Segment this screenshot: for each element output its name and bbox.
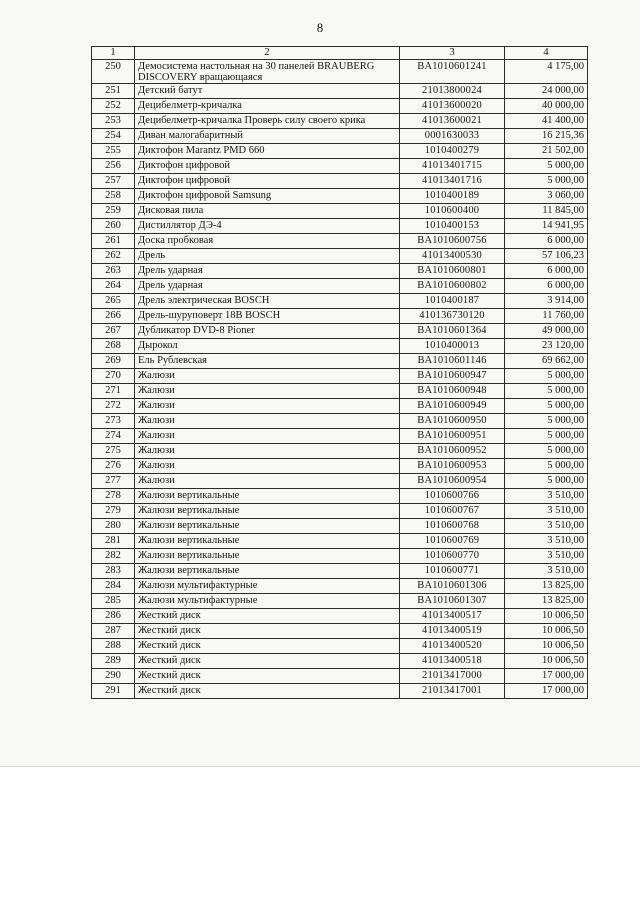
row-number: 291 bbox=[92, 684, 135, 699]
row-number: 260 bbox=[92, 219, 135, 234]
row-number: 286 bbox=[92, 609, 135, 624]
table-row bbox=[92, 489, 588, 504]
row-value: 17 000,00 bbox=[505, 669, 588, 684]
row-item-name: Жалюзи bbox=[135, 444, 400, 459]
row-value: 5 000,00 bbox=[505, 159, 588, 174]
row-inventory-code: 41013400519 bbox=[400, 624, 505, 639]
table-row bbox=[92, 189, 588, 204]
row-inventory-code: 21013800024 bbox=[400, 84, 505, 99]
row-inventory-code: 1010400189 bbox=[400, 189, 505, 204]
table-row bbox=[92, 339, 588, 354]
row-inventory-code: 1010600769 bbox=[400, 534, 505, 549]
row-number: 282 bbox=[92, 549, 135, 564]
inventory-table bbox=[91, 46, 588, 699]
row-item-name: Дисковая пила bbox=[135, 204, 400, 219]
row-item-name: Дубликатор DVD-8 Pioner bbox=[135, 324, 400, 339]
row-value: 17 000,00 bbox=[505, 684, 588, 699]
row-item-name: Дистиллятор ДЭ-4 bbox=[135, 219, 400, 234]
row-inventory-code: BA1010600802 bbox=[400, 279, 505, 294]
row-item-name: Демосистема настольная на 30 панелей BRAUBERG DISCOVERY вращающаяся bbox=[135, 60, 400, 84]
row-inventory-code: BA1010601364 bbox=[400, 324, 505, 339]
row-value: 3 510,00 bbox=[505, 534, 588, 549]
row-inventory-code: 41013400517 bbox=[400, 609, 505, 624]
table-row bbox=[92, 504, 588, 519]
table-row bbox=[92, 579, 588, 594]
table-row bbox=[92, 654, 588, 669]
row-value: 3 060,00 bbox=[505, 189, 588, 204]
table-row bbox=[92, 459, 588, 474]
row-value: 5 000,00 bbox=[505, 399, 588, 414]
table-row bbox=[92, 444, 588, 459]
row-value: 3 510,00 bbox=[505, 504, 588, 519]
row-inventory-code: 41013400530 bbox=[400, 249, 505, 264]
table-row bbox=[92, 429, 588, 444]
row-item-name: Дрель ударная bbox=[135, 279, 400, 294]
table-row bbox=[92, 564, 588, 579]
table-row bbox=[92, 60, 588, 84]
table-row bbox=[92, 324, 588, 339]
row-number: 266 bbox=[92, 309, 135, 324]
table-row bbox=[92, 234, 588, 249]
row-item-name: Дрель ударная bbox=[135, 264, 400, 279]
row-inventory-code: 41013600020 bbox=[400, 99, 505, 114]
row-number: 265 bbox=[92, 294, 135, 309]
row-number: 252 bbox=[92, 99, 135, 114]
row-number: 276 bbox=[92, 459, 135, 474]
row-value: 3 510,00 bbox=[505, 549, 588, 564]
table-row bbox=[92, 129, 588, 144]
row-item-name: Жалюзи вертикальные bbox=[135, 549, 400, 564]
row-number: 278 bbox=[92, 489, 135, 504]
row-inventory-code: 0001630033 bbox=[400, 129, 505, 144]
row-inventory-code: 41013600021 bbox=[400, 114, 505, 129]
row-item-name: Доска пробковая bbox=[135, 234, 400, 249]
row-number: 277 bbox=[92, 474, 135, 489]
row-item-name: Диктофон цифровой Samsung bbox=[135, 189, 400, 204]
row-value: 10 006,50 bbox=[505, 654, 588, 669]
row-number: 274 bbox=[92, 429, 135, 444]
row-inventory-code: 1010600771 bbox=[400, 564, 505, 579]
row-value: 23 120,00 bbox=[505, 339, 588, 354]
table-row bbox=[92, 99, 588, 114]
row-value: 3 510,00 bbox=[505, 519, 588, 534]
row-value: 5 000,00 bbox=[505, 474, 588, 489]
row-inventory-code: 41013401715 bbox=[400, 159, 505, 174]
row-item-name: Жалюзи bbox=[135, 459, 400, 474]
row-item-name: Жесткий диск bbox=[135, 669, 400, 684]
row-value: 6 000,00 bbox=[505, 264, 588, 279]
column-header-sum: 4 bbox=[505, 47, 588, 60]
column-header-number: 1 bbox=[92, 47, 135, 60]
table-row bbox=[92, 549, 588, 564]
table-row bbox=[92, 249, 588, 264]
row-number: 259 bbox=[92, 204, 135, 219]
row-inventory-code: 1010400013 bbox=[400, 339, 505, 354]
row-number: 290 bbox=[92, 669, 135, 684]
row-number: 258 bbox=[92, 189, 135, 204]
row-item-name: Жесткий диск bbox=[135, 639, 400, 654]
table-row bbox=[92, 174, 588, 189]
row-item-name: Жалюзи bbox=[135, 414, 400, 429]
row-value: 5 000,00 bbox=[505, 174, 588, 189]
row-value: 4 175,00 bbox=[505, 60, 588, 84]
row-item-name: Жесткий диск bbox=[135, 624, 400, 639]
row-item-name: Детский батут bbox=[135, 84, 400, 99]
row-inventory-code: 1010600400 bbox=[400, 204, 505, 219]
row-number: 256 bbox=[92, 159, 135, 174]
row-value: 57 106,23 bbox=[505, 249, 588, 264]
row-item-name: Жалюзи bbox=[135, 399, 400, 414]
table-row bbox=[92, 159, 588, 174]
row-number: 270 bbox=[92, 369, 135, 384]
table-row bbox=[92, 519, 588, 534]
row-value: 13 825,00 bbox=[505, 579, 588, 594]
row-inventory-code: BA1010600756 bbox=[400, 234, 505, 249]
row-number: 269 bbox=[92, 354, 135, 369]
row-number: 288 bbox=[92, 639, 135, 654]
row-value: 16 215,36 bbox=[505, 129, 588, 144]
column-header-code: 3 bbox=[400, 47, 505, 60]
row-number: 262 bbox=[92, 249, 135, 264]
row-number: 285 bbox=[92, 594, 135, 609]
row-number: 275 bbox=[92, 444, 135, 459]
row-item-name: Жалюзи вертикальные bbox=[135, 489, 400, 504]
row-value: 5 000,00 bbox=[505, 414, 588, 429]
table-row bbox=[92, 114, 588, 129]
row-item-name: Жалюзи вертикальные bbox=[135, 564, 400, 579]
row-item-name: Дрель электрическая BOSCH bbox=[135, 294, 400, 309]
row-value: 6 000,00 bbox=[505, 279, 588, 294]
row-value: 5 000,00 bbox=[505, 384, 588, 399]
row-value: 6 000,00 bbox=[505, 234, 588, 249]
row-inventory-code: BA1010600954 bbox=[400, 474, 505, 489]
row-inventory-code: BA1010600952 bbox=[400, 444, 505, 459]
row-inventory-code: 1010600767 bbox=[400, 504, 505, 519]
row-inventory-code: 41013401716 bbox=[400, 174, 505, 189]
row-value: 5 000,00 bbox=[505, 459, 588, 474]
row-inventory-code: BA1010600801 bbox=[400, 264, 505, 279]
table-row bbox=[92, 414, 588, 429]
table-row bbox=[92, 684, 588, 699]
row-value: 41 400,00 bbox=[505, 114, 588, 129]
row-inventory-code: BA1010600953 bbox=[400, 459, 505, 474]
row-inventory-code: BA1010600950 bbox=[400, 414, 505, 429]
row-item-name: Диктофон цифровой bbox=[135, 159, 400, 174]
row-value: 14 941,95 bbox=[505, 219, 588, 234]
row-item-name: Жесткий диск bbox=[135, 654, 400, 669]
row-item-name: Жесткий диск bbox=[135, 609, 400, 624]
row-value: 49 000,00 bbox=[505, 324, 588, 339]
row-inventory-code: 1010400279 bbox=[400, 144, 505, 159]
row-inventory-code: BA1010601146 bbox=[400, 354, 505, 369]
row-inventory-code: 21013417000 bbox=[400, 669, 505, 684]
row-inventory-code: BA1010600949 bbox=[400, 399, 505, 414]
row-number: 253 bbox=[92, 114, 135, 129]
table-row bbox=[92, 264, 588, 279]
row-item-name: Жалюзи вертикальные bbox=[135, 519, 400, 534]
row-value: 40 000,00 bbox=[505, 99, 588, 114]
row-number: 264 bbox=[92, 279, 135, 294]
row-inventory-code: 410136730120 bbox=[400, 309, 505, 324]
row-value: 69 662,00 bbox=[505, 354, 588, 369]
row-inventory-code: 1010600768 bbox=[400, 519, 505, 534]
row-item-name: Дрель bbox=[135, 249, 400, 264]
table-row bbox=[92, 474, 588, 489]
table-row bbox=[92, 534, 588, 549]
row-inventory-code: BA1010601241 bbox=[400, 60, 505, 84]
row-number: 284 bbox=[92, 579, 135, 594]
table-row bbox=[92, 384, 588, 399]
row-item-name: Жалюзи мультифактурные bbox=[135, 579, 400, 594]
row-number: 283 bbox=[92, 564, 135, 579]
table-row bbox=[92, 624, 588, 639]
row-inventory-code: 1010600766 bbox=[400, 489, 505, 504]
row-number: 257 bbox=[92, 174, 135, 189]
row-number: 271 bbox=[92, 384, 135, 399]
table-row bbox=[92, 144, 588, 159]
row-inventory-code: 1010400153 bbox=[400, 219, 505, 234]
row-value: 5 000,00 bbox=[505, 444, 588, 459]
row-item-name: Диктофон Marantz PMD 660 bbox=[135, 144, 400, 159]
row-number: 261 bbox=[92, 234, 135, 249]
row-value: 10 006,50 bbox=[505, 609, 588, 624]
row-value: 3 914,00 bbox=[505, 294, 588, 309]
row-number: 279 bbox=[92, 504, 135, 519]
row-inventory-code: BA1010600951 bbox=[400, 429, 505, 444]
table-row bbox=[92, 309, 588, 324]
row-number: 272 bbox=[92, 399, 135, 414]
row-number: 267 bbox=[92, 324, 135, 339]
row-item-name: Дырокол bbox=[135, 339, 400, 354]
row-value: 11 845,00 bbox=[505, 204, 588, 219]
row-item-name: Жалюзи bbox=[135, 429, 400, 444]
row-item-name: Жесткий диск bbox=[135, 684, 400, 699]
table-row bbox=[92, 639, 588, 654]
row-inventory-code: BA1010601307 bbox=[400, 594, 505, 609]
row-value: 5 000,00 bbox=[505, 369, 588, 384]
row-number: 268 bbox=[92, 339, 135, 354]
row-value: 11 760,00 bbox=[505, 309, 588, 324]
row-value: 10 006,50 bbox=[505, 639, 588, 654]
row-value: 24 000,00 bbox=[505, 84, 588, 99]
row-number: 254 bbox=[92, 129, 135, 144]
row-number: 281 bbox=[92, 534, 135, 549]
row-inventory-code: 21013417001 bbox=[400, 684, 505, 699]
row-item-name: Диван малогабаритный bbox=[135, 129, 400, 144]
table-row bbox=[92, 399, 588, 414]
page-number: 8 bbox=[316, 21, 324, 35]
row-item-name: Жалюзи мультифактурные bbox=[135, 594, 400, 609]
row-value: 13 825,00 bbox=[505, 594, 588, 609]
row-inventory-code: BA1010600947 bbox=[400, 369, 505, 384]
table-header-row bbox=[92, 47, 588, 60]
row-inventory-code: 1010400187 bbox=[400, 294, 505, 309]
row-item-name: Децибелметр-кричалка Проверь силу своего крика bbox=[135, 114, 400, 129]
table-body bbox=[92, 60, 588, 699]
row-item-name: Жалюзи вертикальные bbox=[135, 504, 400, 519]
row-inventory-code: 41013400520 bbox=[400, 639, 505, 654]
table-row bbox=[92, 354, 588, 369]
row-inventory-code: BA1010601306 bbox=[400, 579, 505, 594]
row-number: 255 bbox=[92, 144, 135, 159]
row-number: 273 bbox=[92, 414, 135, 429]
row-number: 250 bbox=[92, 60, 135, 84]
table-row bbox=[92, 609, 588, 624]
row-value: 3 510,00 bbox=[505, 489, 588, 504]
row-value: 3 510,00 bbox=[505, 564, 588, 579]
row-inventory-code: 41013400518 bbox=[400, 654, 505, 669]
row-number: 251 bbox=[92, 84, 135, 99]
row-number: 280 bbox=[92, 519, 135, 534]
table-row bbox=[92, 204, 588, 219]
row-item-name: Диктофон цифровой bbox=[135, 174, 400, 189]
table-row bbox=[92, 84, 588, 99]
row-inventory-code: 1010600770 bbox=[400, 549, 505, 564]
row-item-name: Жалюзи bbox=[135, 369, 400, 384]
row-value: 5 000,00 bbox=[505, 429, 588, 444]
row-inventory-code: BA1010600948 bbox=[400, 384, 505, 399]
row-value: 21 502,00 bbox=[505, 144, 588, 159]
row-item-name: Ель Рублевская bbox=[135, 354, 400, 369]
table-row bbox=[92, 594, 588, 609]
row-item-name: Жалюзи bbox=[135, 474, 400, 489]
table-row bbox=[92, 219, 588, 234]
table-row bbox=[92, 279, 588, 294]
row-number: 263 bbox=[92, 264, 135, 279]
row-item-name: Жалюзи bbox=[135, 384, 400, 399]
row-item-name: Дрель-шуруповерт 18В BOSCH bbox=[135, 309, 400, 324]
row-number: 287 bbox=[92, 624, 135, 639]
row-number: 289 bbox=[92, 654, 135, 669]
row-item-name: Децибелметр-кричалка bbox=[135, 99, 400, 114]
row-value: 10 006,50 bbox=[505, 624, 588, 639]
table-row bbox=[92, 294, 588, 309]
column-header-name: 2 bbox=[135, 47, 400, 60]
table-row bbox=[92, 369, 588, 384]
row-item-name: Жалюзи вертикальные bbox=[135, 534, 400, 549]
table-row bbox=[92, 669, 588, 684]
